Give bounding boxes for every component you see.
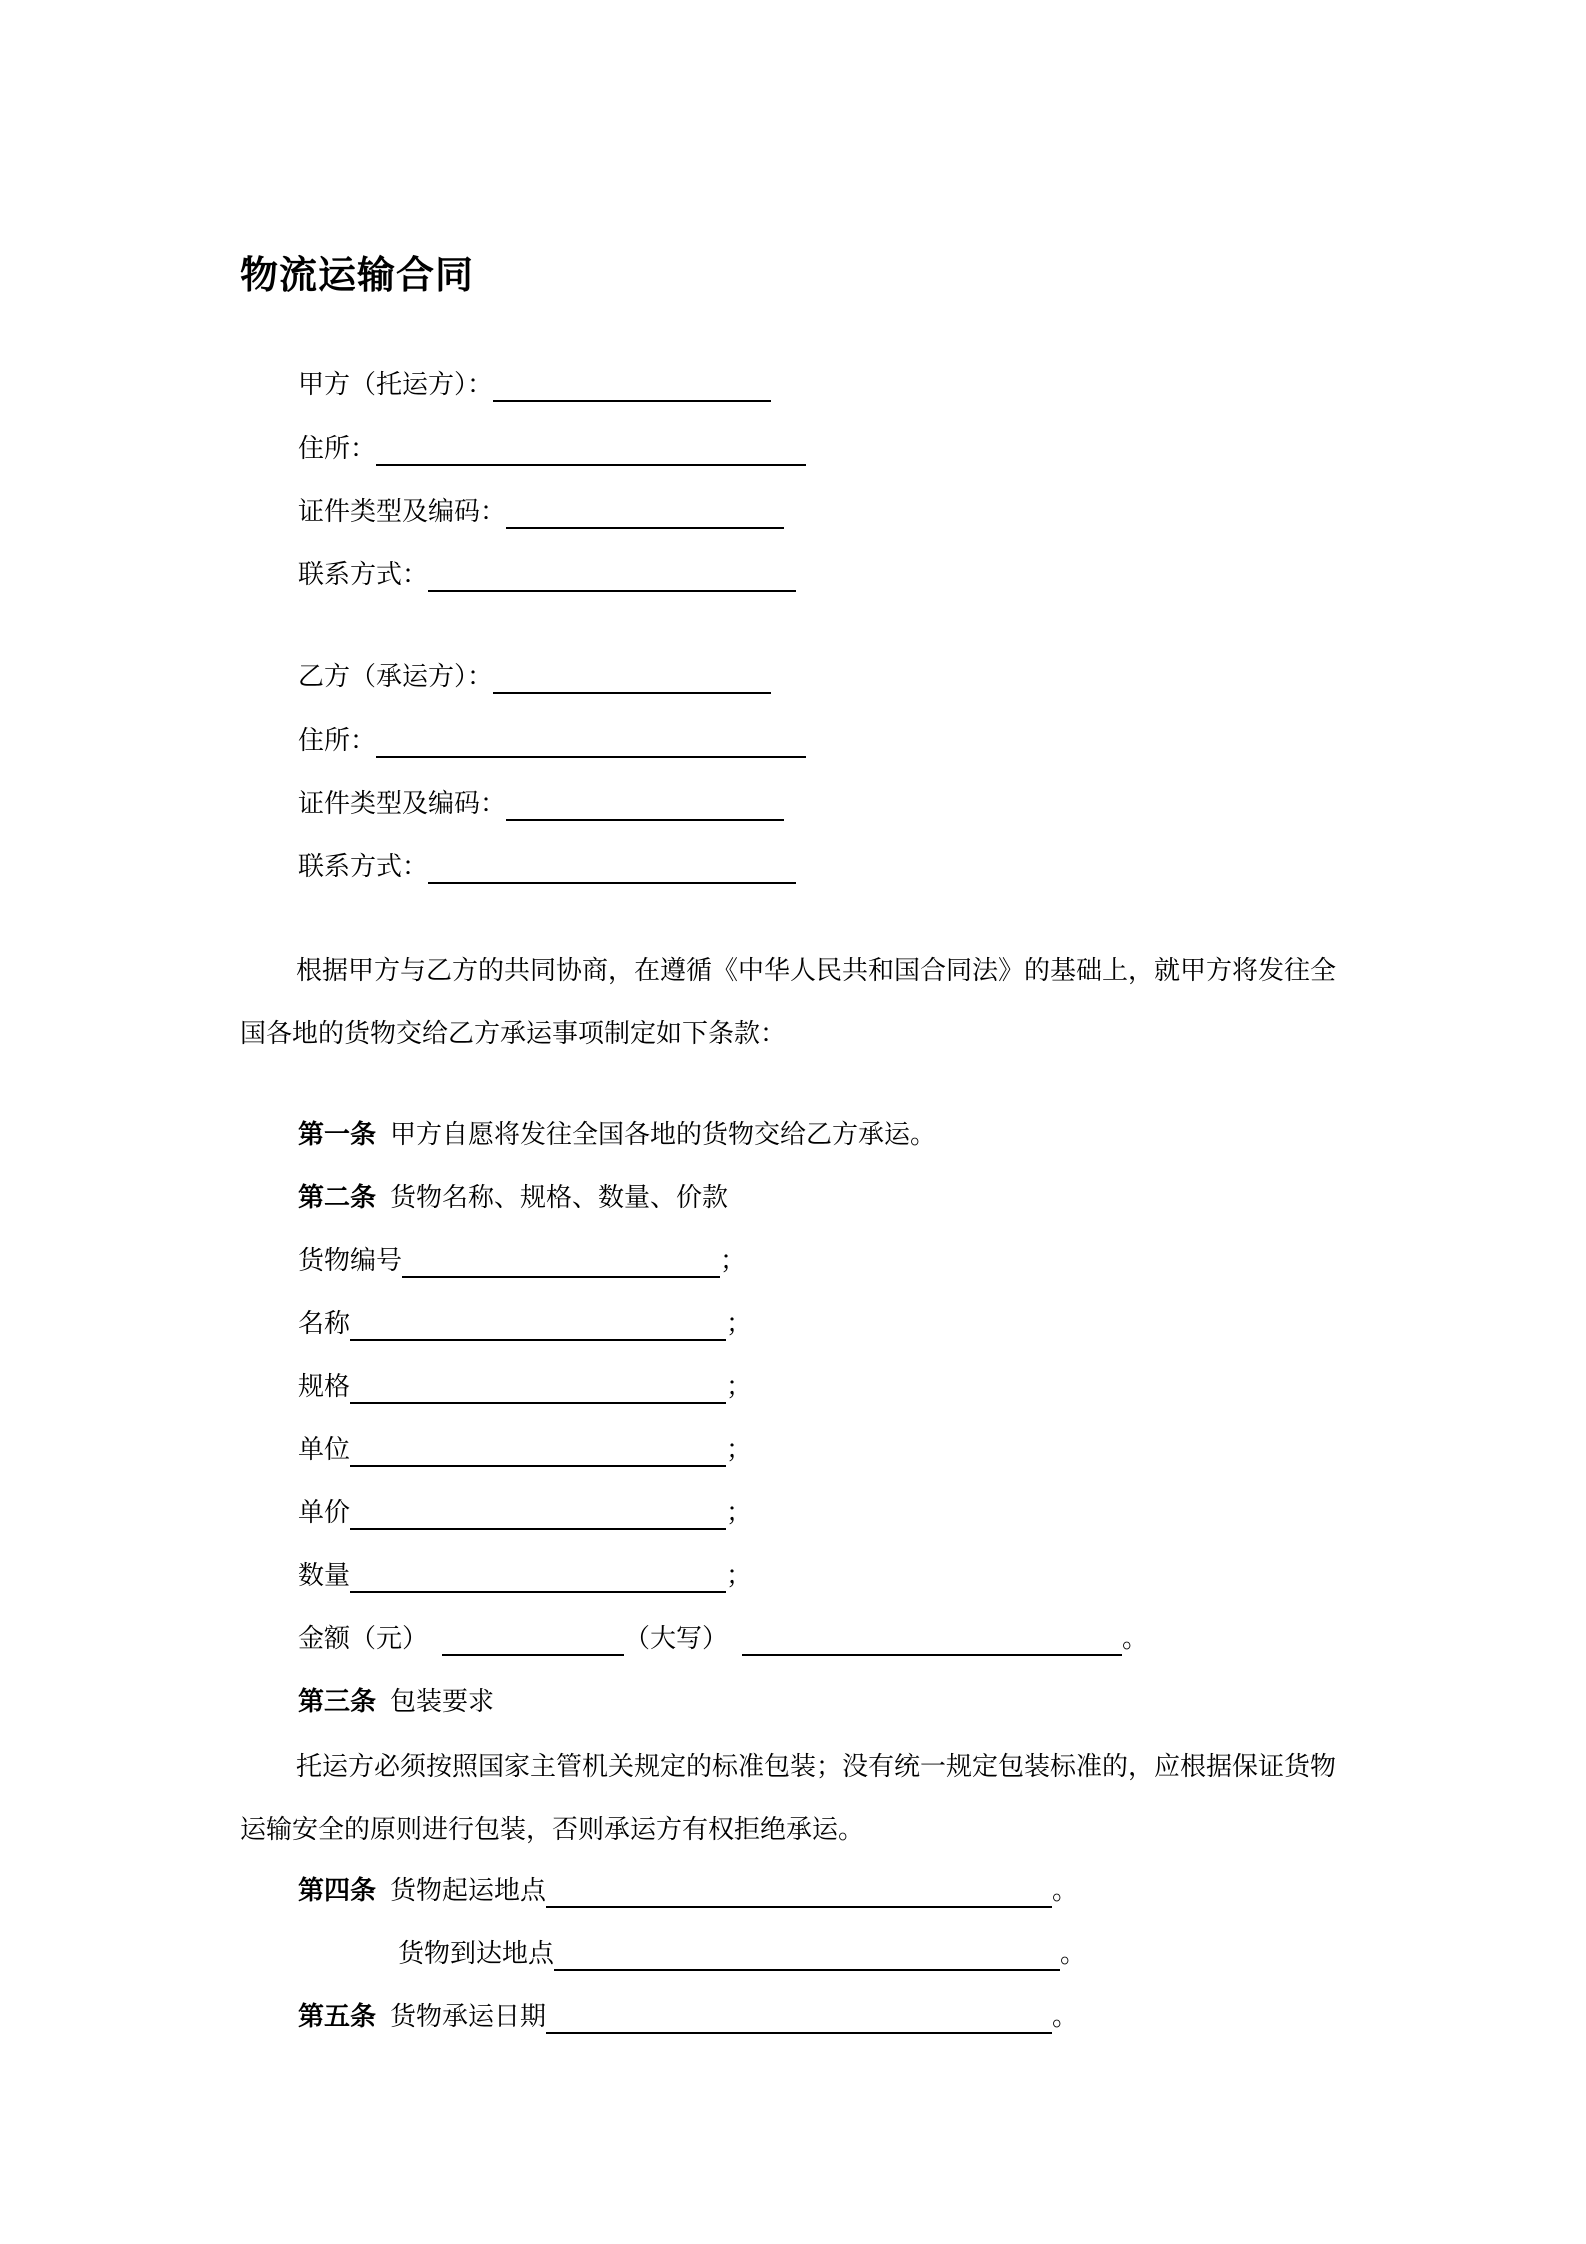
article-5-heading: 第五条 bbox=[298, 2002, 377, 2032]
party-a-id-label: 证件类型及编码： bbox=[298, 497, 507, 527]
party-b-address-label: 住所： bbox=[298, 726, 377, 756]
goods-spec-semicolon: ； bbox=[726, 1372, 753, 1402]
party-b-name-row bbox=[298, 660, 771, 694]
goods-price-label: 单价 bbox=[298, 1498, 351, 1528]
preamble-paragraph: 根据甲方与乙方的共同协商，在遵循《中华人民共和国合同法》的基础上，就甲方将发往全国各地的货物交给乙方承运事项制定如下条款： bbox=[240, 956, 1337, 1049]
article-4-destination-row bbox=[398, 1937, 1086, 1971]
goods-quantity-blank[interactable] bbox=[350, 1561, 726, 1593]
party-b-name-blank[interactable] bbox=[493, 662, 771, 694]
amount-end: 。 bbox=[1122, 1624, 1149, 1654]
amount-upper-blank[interactable] bbox=[742, 1624, 1122, 1656]
document-title: 物流运输合同 bbox=[240, 253, 475, 297]
goods-spec-blank[interactable] bbox=[350, 1372, 726, 1404]
party-b-contact-row bbox=[298, 850, 796, 884]
party-a-address-row bbox=[298, 432, 806, 466]
goods-price-semicolon: ； bbox=[726, 1498, 753, 1528]
party-a-name-row bbox=[298, 368, 771, 402]
article-2-heading: 第二条 bbox=[298, 1183, 377, 1213]
article-3-text: 包装要求 bbox=[390, 1687, 495, 1717]
party-a-id-row bbox=[298, 495, 784, 529]
goods-name-blank[interactable] bbox=[350, 1309, 726, 1341]
party-a-name-blank[interactable] bbox=[493, 370, 771, 402]
amount-row bbox=[298, 1622, 1148, 1656]
party-a-address-blank[interactable] bbox=[376, 434, 806, 466]
article-5-blank[interactable] bbox=[546, 2002, 1052, 2034]
party-b-address-row bbox=[298, 724, 806, 758]
goods-name-label: 名称 bbox=[298, 1309, 351, 1339]
goods-name-row bbox=[298, 1307, 752, 1341]
goods-code-label: 货物编号 bbox=[298, 1246, 403, 1276]
article-4-destination-end: 。 bbox=[1060, 1939, 1087, 1969]
article-2 bbox=[298, 1181, 728, 1215]
party-b-id-blank[interactable] bbox=[506, 789, 784, 821]
article-4-destination-label: 货物到达地点 bbox=[398, 1939, 555, 1969]
party-b-address-blank[interactable] bbox=[376, 726, 806, 758]
goods-spec-label: 规格 bbox=[298, 1372, 351, 1402]
amount-number-blank[interactable] bbox=[442, 1624, 624, 1656]
goods-quantity-row bbox=[298, 1559, 752, 1593]
goods-unit-label: 单位 bbox=[298, 1435, 351, 1465]
article-3 bbox=[298, 1685, 494, 1719]
article-4-origin-end: 。 bbox=[1052, 1876, 1079, 1906]
article-4-destination-blank[interactable] bbox=[554, 1939, 1060, 1971]
goods-name-semicolon: ； bbox=[726, 1309, 753, 1339]
article-1-text: 甲方自愿将发往全国各地的货物交给乙方承运。 bbox=[390, 1120, 937, 1150]
article-4-origin-blank[interactable] bbox=[546, 1876, 1052, 1908]
party-a-address-label: 住所： bbox=[298, 434, 377, 464]
article-4-origin-row bbox=[298, 1874, 1078, 1908]
party-a-name-label: 甲方（托运方）： bbox=[298, 370, 494, 400]
party-a-contact-row bbox=[298, 558, 796, 592]
article-4-heading: 第四条 bbox=[298, 1876, 377, 1906]
goods-price-blank[interactable] bbox=[350, 1498, 726, 1530]
goods-unit-semicolon: ； bbox=[726, 1435, 753, 1465]
article-1-heading: 第一条 bbox=[298, 1120, 377, 1150]
article-3-body: 托运方必须按照国家主管机关规定的标准包装；没有统一规定包装标准的，应根据保证货物运输安全的原则进行包装，否则承运方有权拒绝承运。 bbox=[240, 1752, 1337, 1845]
goods-quantity-semicolon: ； bbox=[726, 1561, 753, 1591]
party-b-id-row bbox=[298, 787, 784, 821]
article-1 bbox=[298, 1118, 936, 1152]
party-b-contact-label: 联系方式： bbox=[298, 852, 429, 882]
goods-code-semicolon: ； bbox=[720, 1246, 747, 1276]
goods-spec-row bbox=[298, 1370, 752, 1404]
party-b-name-label: 乙方（承运方）： bbox=[298, 662, 494, 692]
article-3-heading: 第三条 bbox=[298, 1687, 377, 1717]
goods-unit-blank[interactable] bbox=[350, 1435, 726, 1467]
goods-code-blank[interactable] bbox=[402, 1246, 720, 1278]
article-4-origin-label: 货物起运地点 bbox=[390, 1876, 547, 1906]
goods-price-row bbox=[298, 1496, 752, 1530]
article-2-text: 货物名称、规格、数量、价款 bbox=[390, 1183, 729, 1213]
amount-upper-label: （大写） bbox=[624, 1624, 729, 1654]
party-a-id-blank[interactable] bbox=[506, 497, 784, 529]
party-a-contact-label: 联系方式： bbox=[298, 560, 429, 590]
amount-label: 金额（元） bbox=[298, 1624, 429, 1654]
goods-code-row bbox=[298, 1244, 746, 1278]
article-5-text: 货物承运日期 bbox=[390, 2002, 547, 2032]
party-b-id-label: 证件类型及编码： bbox=[298, 789, 507, 819]
party-b-contact-blank[interactable] bbox=[428, 852, 796, 884]
party-a-contact-blank[interactable] bbox=[428, 560, 796, 592]
goods-quantity-label: 数量 bbox=[298, 1561, 351, 1591]
article-5-end: 。 bbox=[1052, 2002, 1079, 2032]
goods-unit-row bbox=[298, 1433, 752, 1467]
article-5-row bbox=[298, 2000, 1078, 2034]
